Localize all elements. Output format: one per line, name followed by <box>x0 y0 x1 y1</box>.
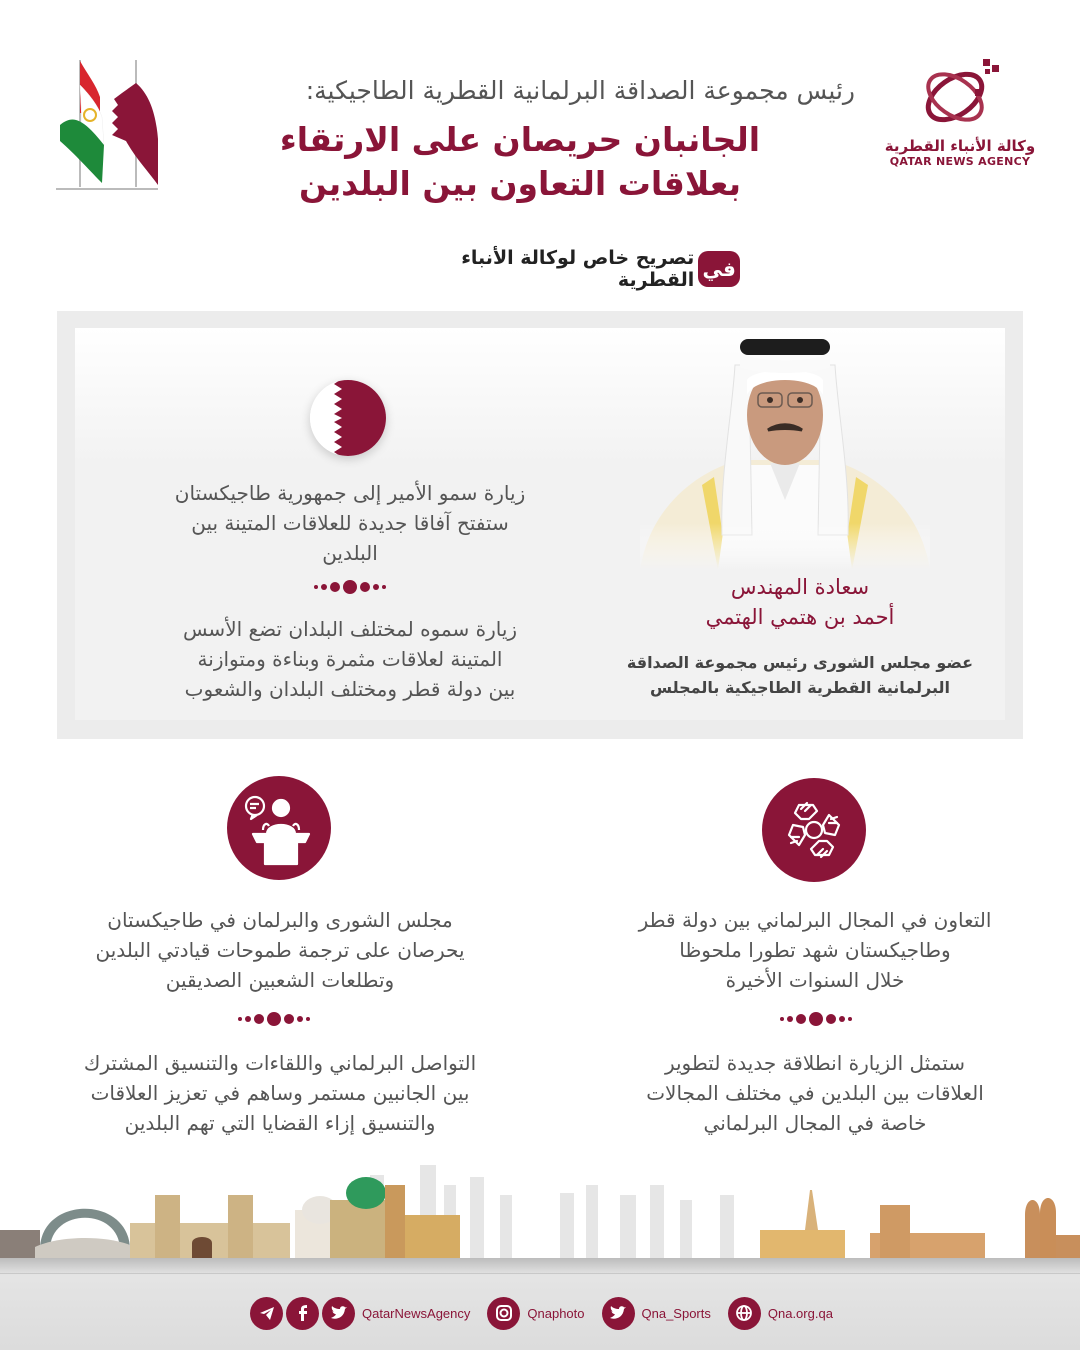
globe-icon[interactable] <box>728 1297 761 1330</box>
text-line: خاصة في المجال البرلماني <box>703 1111 927 1135</box>
ground-rail <box>0 1258 1080 1274</box>
text-line: والتنسيق إزاء القضايا التي تهم البلدين <box>124 1111 436 1135</box>
official-name <box>610 572 990 632</box>
official-role <box>600 650 1000 700</box>
official-portrait <box>640 335 930 570</box>
speaker-podium-icon <box>227 776 331 880</box>
column-1-point-2 <box>610 1048 1020 1138</box>
special-statement-text: تصريح خاص لوكالة الأنباء القطرية <box>461 247 695 291</box>
dots-divider <box>224 1011 324 1027</box>
official-role-line-2: البرلمانية القطرية الطاجيكية بالمجلس <box>649 678 951 697</box>
text-line: مجلس الشورى والبرلمان في طاجيكستان <box>107 908 453 932</box>
website-link[interactable]: Qna.org.qa <box>767 1305 833 1321</box>
text-line: العلاقات بين البلدين في مختلف المجالات <box>646 1081 984 1105</box>
text-line: وتطلعات الشعبين الصديقين <box>165 968 395 992</box>
twitter-icon[interactable] <box>322 1297 355 1330</box>
tajik-qatar-flags <box>52 55 167 195</box>
text-line: التواصل البرلماني واللقاءات والتنسيق المشترك <box>83 1051 477 1075</box>
telegram-icon[interactable] <box>250 1297 283 1330</box>
qna-emblem-icon <box>905 55 1015 135</box>
skyline-illustration <box>0 1155 1080 1265</box>
fi-badge: في <box>698 251 740 287</box>
text-line: وطاجيكستان شهد تطورا ملحوظا <box>679 938 951 962</box>
text-line: خلال السنوات الأخيرة <box>725 968 905 992</box>
column-1-point-1 <box>610 905 1020 995</box>
facebook-icon[interactable] <box>286 1297 319 1330</box>
official-role-line-1: عضو مجلس الشورى رئيس مجموعة الصداقة <box>626 653 974 672</box>
headline <box>260 118 780 206</box>
instagram-icon[interactable] <box>487 1297 520 1330</box>
column-2-point-2 <box>50 1048 510 1138</box>
headline-line-2: بعلاقات التعاون بين البلدين <box>299 164 741 203</box>
card-quote-1 <box>140 478 560 568</box>
special-statement <box>380 247 740 291</box>
social-handle-qna-sports[interactable]: Qna_Sports <box>641 1305 711 1321</box>
twitter-icon[interactable] <box>602 1297 635 1330</box>
quote-line: زيارة سموه لمختلف البلدان تضع الأسس <box>182 617 518 641</box>
column-2-point-1 <box>60 905 500 995</box>
header-subtitle: رئيس مجموعة الصداقة البرلمانية القطرية الطاجيكية: <box>305 76 855 105</box>
text-line: ستمثل الزيارة انطلاقة جديدة لتطوير <box>664 1051 966 1075</box>
qna-logo <box>880 55 1040 185</box>
text-line: التعاون في المجال البرلماني بين دولة قطر <box>638 908 992 932</box>
joined-hands-icon <box>762 778 866 882</box>
logo-arabic-name: وكالة الأنباء القطرية <box>884 137 1036 155</box>
logo-english-name: QATAR NEWS AGENCY <box>889 155 1031 168</box>
social-handle-qnaphoto[interactable]: Qnaphoto <box>527 1305 585 1321</box>
quote-line: البلدين <box>322 541 378 565</box>
social-links <box>250 1296 850 1330</box>
text-line: يحرصان على ترجمة طموحات قيادتي البلدين <box>95 938 465 962</box>
official-honorific: سعادة المهندس <box>730 575 870 599</box>
qatar-flag-circle-icon <box>310 380 386 456</box>
social-handle-qatarnewsagency[interactable]: QatarNewsAgency <box>362 1305 471 1321</box>
quote-line: المتينة لعلاقات مثمرة وبناءة ومتوازنة <box>197 647 503 671</box>
official-fullname: أحمد بن هتمي الهتمي <box>705 605 895 629</box>
quote-line: ستفتح آفاقا جديدة للعلاقات المتينة بين <box>191 511 509 535</box>
card-quote-2 <box>140 614 560 704</box>
quote-line: بين دولة قطر ومختلف البلدان والشعوب <box>184 677 516 701</box>
text-line: بين الجانبين مستمر وساهم في تعزيز العلاقات <box>90 1081 470 1105</box>
dots-divider <box>766 1011 866 1027</box>
quote-line: زيارة سمو الأمير إلى جمهورية طاجيكستان <box>174 481 526 505</box>
dots-divider <box>300 579 400 595</box>
headline-line-1: الجانبان حريصان على الارتقاء <box>279 120 761 159</box>
